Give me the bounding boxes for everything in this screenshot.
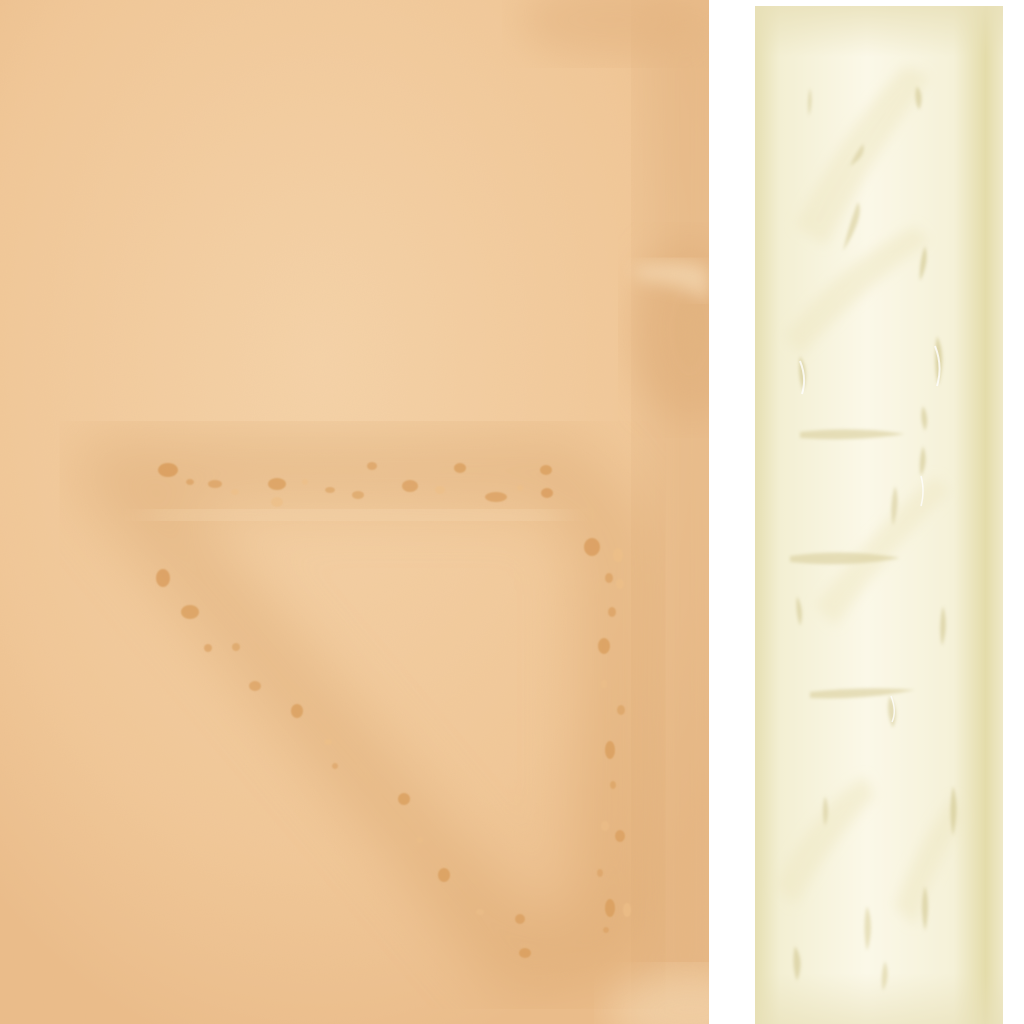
bone-texture-art [755, 6, 1003, 1024]
bone-texture-panel [755, 6, 1003, 1024]
